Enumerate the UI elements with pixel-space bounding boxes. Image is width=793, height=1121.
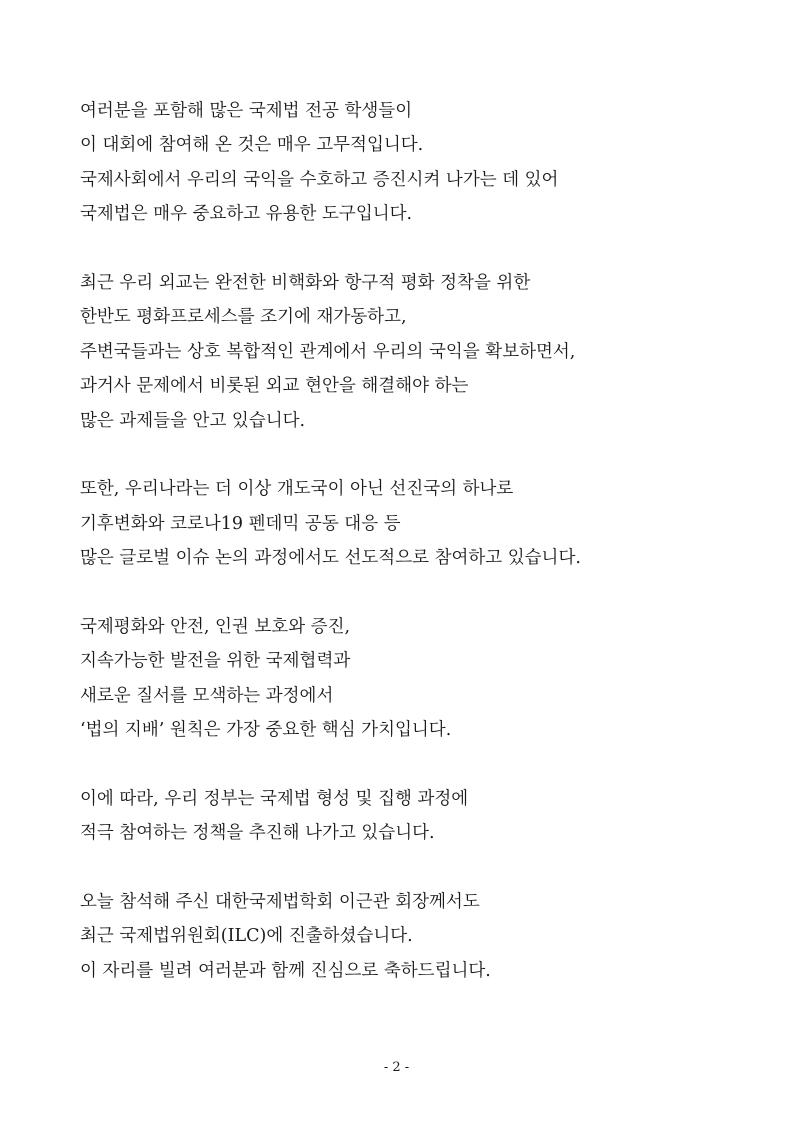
text-line: 여러분을 포함해 많은 국제법 전공 학생들이 xyxy=(80,101,413,121)
text-line: 한반도 평화프로세스를 조기에 재가동하고, xyxy=(80,307,407,328)
text-line: 최근 우리 외교는 완전한 비핵화와 항구적 평화 정착을 위한 xyxy=(80,272,531,293)
paragraph xyxy=(80,472,720,575)
text-line: 과거사 문제에서 비롯된 외교 현안을 해결해야 하는 xyxy=(80,376,469,397)
text-line: 기후변화와 코로나19 펜데믹 공동 대응 등 xyxy=(80,513,401,534)
speech-body xyxy=(80,94,720,988)
text-line: 주변국들과는 상호 복합적인 관계에서 우리의 국익을 확보하면서, xyxy=(80,341,576,362)
text-line: 이 자리를 빌려 여러분과 함께 진심으로 축하드립니다. xyxy=(80,960,491,981)
text-line: 또한, 우리나라는 더 이상 개도국이 아닌 선진국의 하나로 xyxy=(80,479,514,500)
paragraph xyxy=(80,266,720,438)
text-line: 지속가능한 발전을 위한 국제협력과 xyxy=(80,651,351,672)
text-line: 국제법은 매우 중요하고 유용한 도구입니다. xyxy=(80,204,413,225)
text-line: 많은 글로벌 이슈 논의 과정에서도 선도적으로 참여하고 있습니다. xyxy=(80,548,581,569)
text-line: 국제평화와 안전, 인권 보호와 증진, xyxy=(80,616,351,637)
paragraph xyxy=(80,94,720,232)
text-line: ‘법의 지배’ 원칙은 가장 중요한 핵심 가치입니다. xyxy=(80,720,452,741)
page-number: - 2 - xyxy=(383,1060,410,1075)
text-line: 많은 과제들을 안고 있습니다. xyxy=(80,410,306,431)
text-line: 오늘 참석해 주신 대한국제법학회 이근관 회장께서도 xyxy=(80,891,480,912)
paragraph xyxy=(80,782,720,851)
text-line: 이에 따라, 우리 정부는 국제법 형성 및 집행 과정에 xyxy=(80,788,469,809)
text-line: 최근 국제법위원회(ILC)에 진출하셨습니다. xyxy=(80,926,413,947)
paragraph xyxy=(80,610,720,748)
text-line: 국제사회에서 우리의 국익을 수호하고 증진시켜 나가는 데 있어 xyxy=(80,169,559,190)
paragraph xyxy=(80,885,720,988)
text-line: 이 대회에 참여해 온 것은 매우 고무적입니다. xyxy=(80,135,424,156)
text-line: 적극 참여하는 정책을 추진해 나가고 있습니다. xyxy=(80,823,435,844)
text-line: 새로운 질서를 모색하는 과정에서 xyxy=(80,685,334,706)
